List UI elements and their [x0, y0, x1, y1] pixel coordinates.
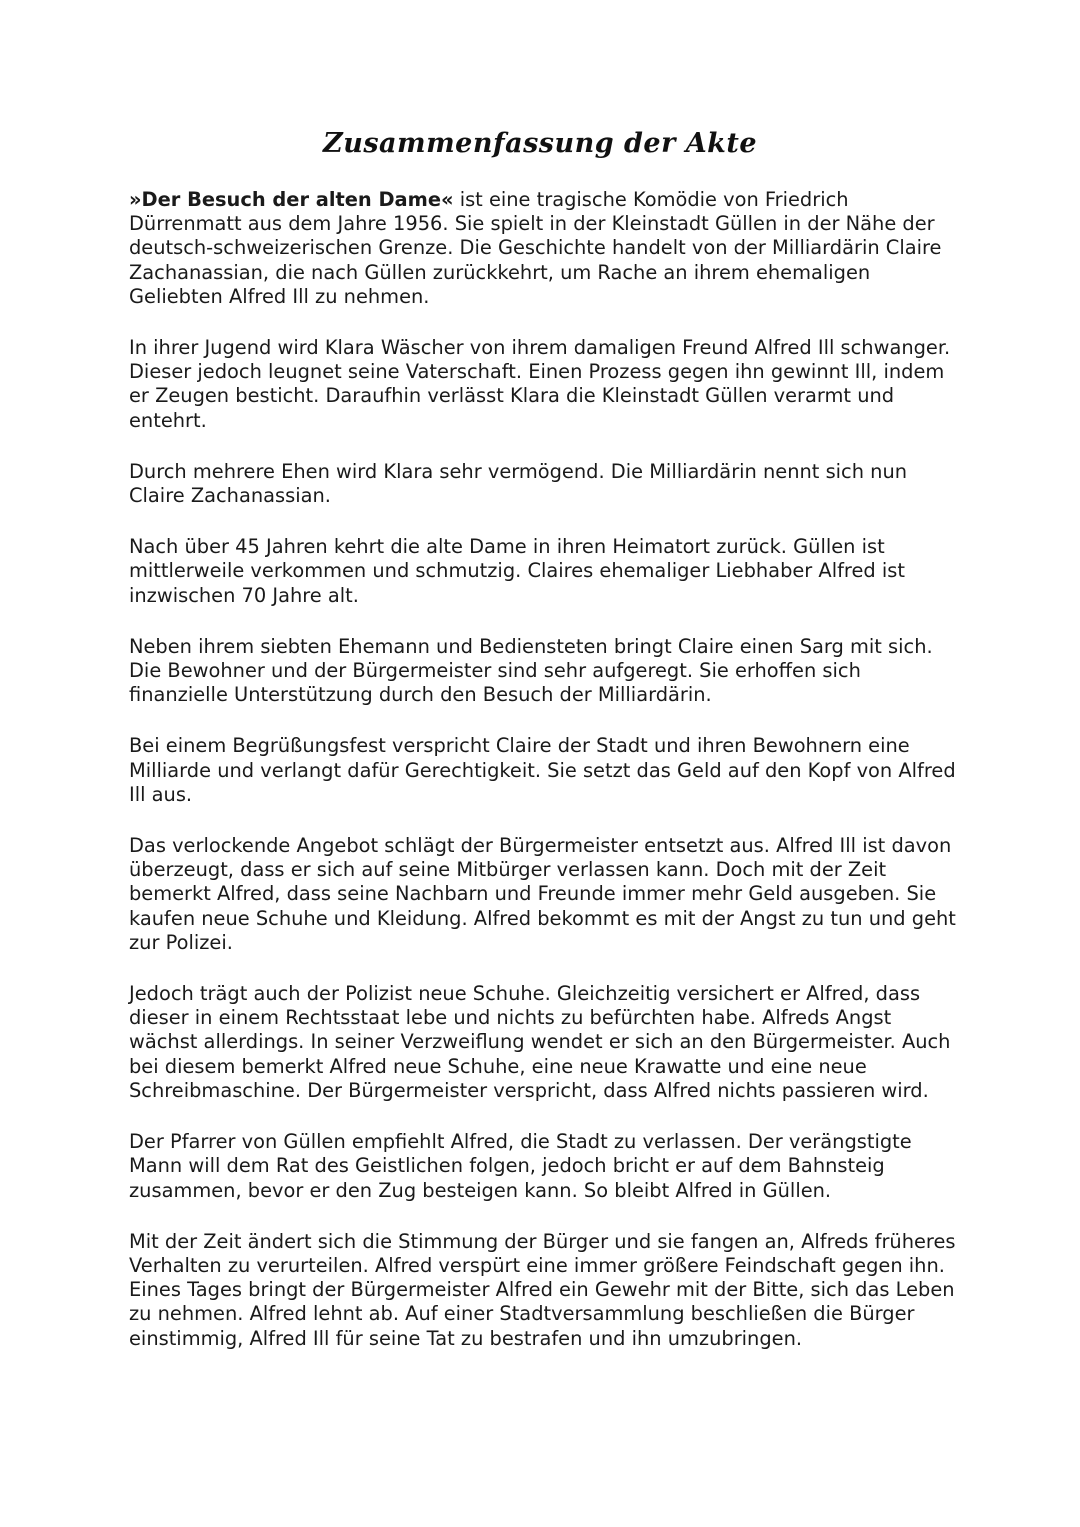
paragraph: Das verlockende Angebot schlägt der Bürgermeister entsetzt aus. Alfred Ill ist davon überzeugt, dass er sich auf seine Mitbürger verlassen kann. Doch mit der Zeit bemerkt Alfred, dass seine Nachbarn und Freunde immer mehr Geld ausgeben. Sie kaufen neue Schuhe und Kleidung. Alfred bekommt es mit der Angst zu tun und geht zur Polizei. [129, 834, 956, 954]
paragraph: Bei einem Begrüßungsfest verspricht Claire der Stadt und ihren Bewohnern eine Milliarde und verlangt dafür Gerechtigkeit. Sie setzt das Geld auf den Kopf von Alfred Ill aus. [129, 734, 956, 806]
paragraph: Neben ihrem siebten Ehemann und Bediensteten bringt Claire einen Sarg mit sich. Die Bewohner und der Bürgermeister sind sehr aufgeregt. Sie erhoffen sich finanzielle Unterstützung durch den Besuch der Milliardärin. [129, 634, 933, 707]
paragraph: Nach über 45 Jahren kehrt die alte Dame in ihren Heimatort zurück. Güllen ist mittlerweile verkommen und schmutzig. Claires ehemaliger Liebhaber Alfred ist inzwischen 70 Jahre alt. [129, 535, 905, 607]
paragraph: In ihrer Jugend wird Klara Wäscher von ihrem damaligen Freund Alfred Ill schwanger. Dieser jedoch leugnet seine Vaterschaft. Einen Prozess gegen ihn gewinnt Ill, indem er Zeugen besticht. Daraufhin verlässt Klara die Kleinstadt Güllen verarmt und entehrt. [129, 336, 951, 432]
intro-text: ist eine tragische Komödie von Friedrich Dürrenmatt aus dem Jahre 1956. Sie spielt in der Kleinstadt Güllen in der Nähe der deutsch-schweizerischen Grenze. Die Geschichte handelt von der Milliardärin Claire Zachanassian, die nach Güllen zurückkehrt, um Rache an ihrem ehemaligen Geliebten Alfred Ill zu nehmen. [129, 188, 942, 308]
document-title: Zusammenfassung der Akte [322, 128, 758, 159]
paragraph: Durch mehrere Ehen wird Klara sehr vermögend. Die Milliardärin nennt sich nun Claire Zachanassian. [129, 459, 908, 508]
document-body [129, 188, 959, 1378]
paragraph-intro [129, 188, 959, 309]
play-title-bold: »Der Besuch der alten Dame« [129, 188, 454, 211]
paragraph: Mit der Zeit ändert sich die Stimmung der Bürger und sie fangen an, Alfreds früheres Verhalten zu verurteilen. Alfred verspürt eine immer größere Feindschaft gegen ihn. Eines Tages bringt der Bürgermeister Alfred ein Gewehr mit der Bitte, sich das Leben zu nehmen. Alfred lehnt ab. Auf einer Stadtversammlung beschließen die Bürger einstimmig, Alfred Ill für seine Tat zu bestrafen und ihn umzubringen. [129, 1229, 956, 1350]
paragraph: Der Pfarrer von Güllen empfiehlt Alfred, die Stadt zu verlassen. Der verängstigte Mann will dem Rat des Geistlichen folgen, jedoch bricht er auf dem Bahnsteig zusammen, bevor er den Zug besteigen kann. So bleibt Alfred in Güllen. [129, 1130, 912, 1202]
paragraph: Jedoch trägt auch der Polizist neue Schuhe. Gleichzeitig versichert er Alfred, dass dieser in einem Rechtsstaat lebe und nichts zu befürchten habe. Alfreds Angst wächst allerdings. In seiner Verzweiflung wendet er sich an den Bürgermeister. Auch bei diesem bemerkt Alfred neue Schuhe, eine neue Krawatte und eine neue Schreibmaschine. Der Bürgermeister verspricht, dass Alfred nichts passieren wird. [129, 982, 951, 1102]
